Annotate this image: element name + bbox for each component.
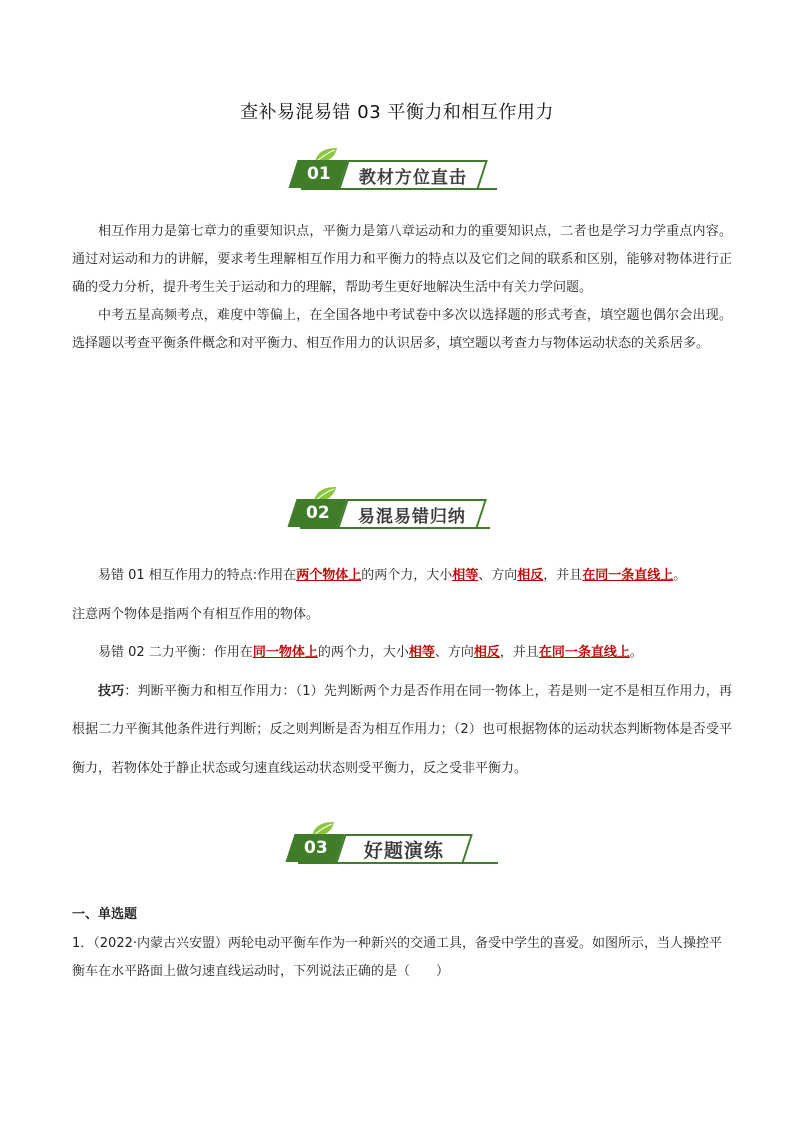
section-label: 易混易错归纳 — [337, 499, 487, 529]
page-title: 查补易混易错 03 平衡力和相互作用力 — [240, 102, 554, 123]
section-number: 01 — [288, 160, 349, 188]
section-underline — [301, 188, 497, 190]
intro-block — [72, 218, 732, 358]
intro-paragraph-1: 相互作用力是第七章力的重要知识点，平衡力是第八章运动和力的重要知识点，二者也是学习力学重点内容。通过对运动和力的讲解，要求考生理解相互作用力和平衡力的特点以及它们之间的联系和区别，能够对物体进行正确的受力分析，提升考生关于运动和力的理解，帮助考生更好地解决生活中有关力学问题。 — [72, 224, 732, 295]
error-01-note: 注意两个物体是指两个有相互作用的物体。 — [72, 606, 320, 622]
section-header-03 — [290, 820, 510, 864]
intro-paragraph-2: 中考五星高频考点，难度中等偏上，在全国各地中考试卷中多次以选择题的形式考查，填空题也偶尔会出现。选择题以考查平衡条件概念和对平衡力、相互作用力的认识居多，填空题以考查力与物体运动状态的关系居多。 — [72, 308, 732, 351]
section-label: 好题演练 — [335, 834, 473, 864]
question-1-text: 1．（2022·内蒙古兴安盟）两轮电动平衡车作为一种新兴的交通工具，备受中学生的喜爱。如图所示，当人操控平衡车在水平路面上做匀速直线运动时，下列说法正确的是（ ） — [72, 936, 722, 979]
section-underline — [300, 527, 490, 529]
section-number: 03 — [285, 834, 346, 862]
section-underline — [298, 862, 498, 864]
tip-paragraph: 技巧：判断平衡力和相互作用力：（1）先判断两个力是否作用在同一物体上，若是则一定不是相互作用力，再根据二力平衡其他条件进行判断；反之则判断是否为相互作用力；（2）也可根据物体的运动状态判断物体是否受平衡力，若物体处于静止状态或匀速直线运动状态则受平衡力，反之受非平衡力。 — [72, 683, 732, 776]
error-02: 易错 02 二力平衡：作用在同一物体上的两个力，大小相等、方向相反，并且在同一条直线上。 — [98, 645, 643, 660]
error-01: 易错 01 相互作用力的特点:作用在两个物体上的两个力，大小相等、方向相反，并且在同一条直线上。 — [98, 568, 687, 583]
question-type-heading: 一、单选题 — [72, 907, 138, 922]
section-header-02 — [292, 485, 502, 529]
tip-label: 技巧 — [98, 683, 125, 699]
errors-block — [72, 557, 732, 788]
question-1 — [72, 930, 732, 986]
section-label: 教材方位直击 — [338, 160, 488, 190]
section-number: 02 — [287, 499, 348, 527]
section-header-01 — [293, 146, 503, 190]
